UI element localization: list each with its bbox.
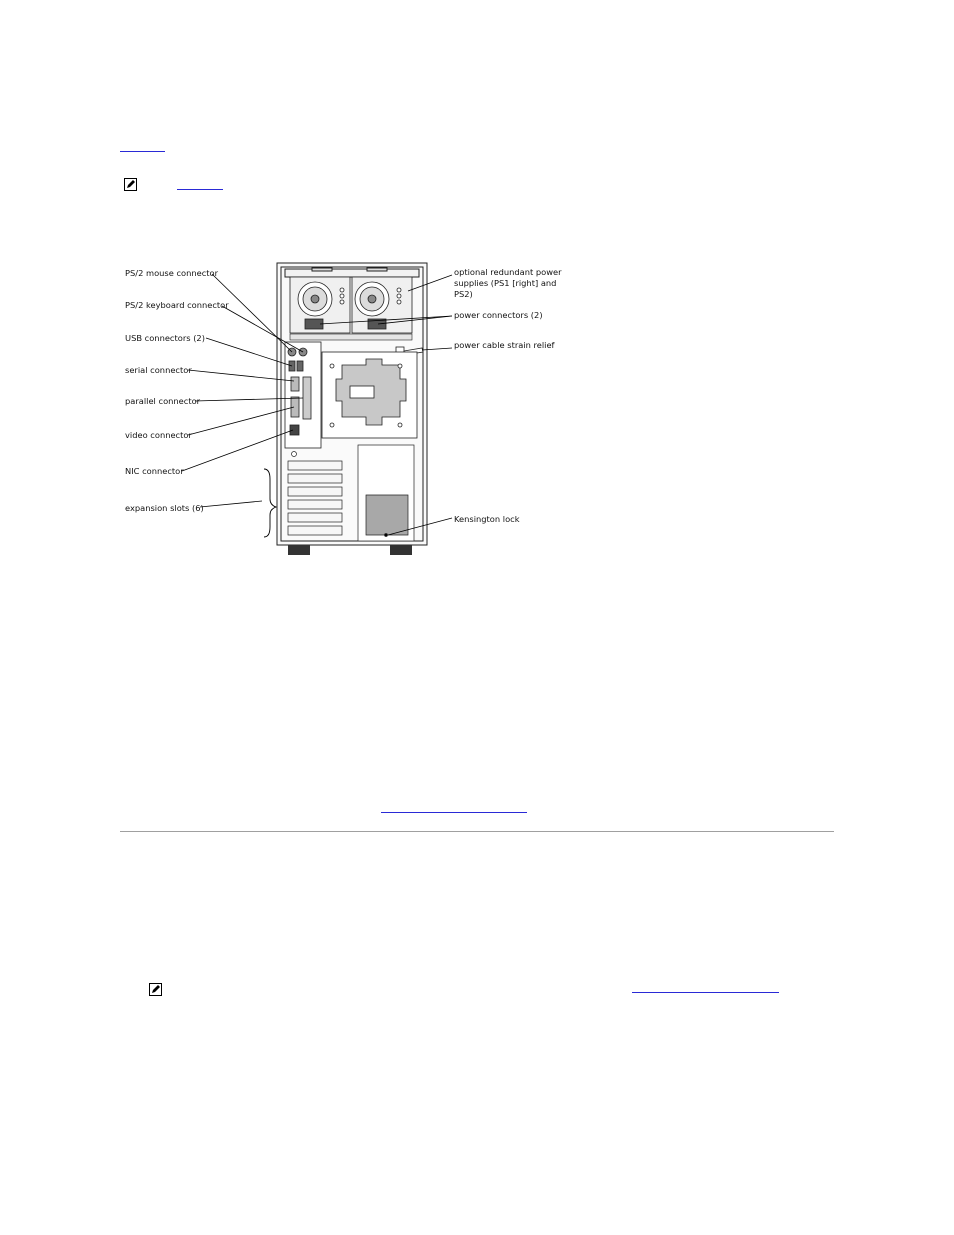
reference-link[interactable]	[381, 812, 527, 813]
label-video: video connector	[125, 430, 192, 440]
power-supply-ps1	[352, 277, 412, 333]
kensington-slot	[385, 534, 388, 537]
label-usb: USB connectors (2)	[125, 333, 205, 343]
video-port	[291, 397, 299, 417]
foot-right	[390, 545, 412, 555]
parallel-port	[303, 377, 311, 419]
label-serial: serial connector	[125, 365, 192, 375]
note-pencil-icon-2	[149, 983, 162, 996]
label-parallel: parallel connector	[125, 396, 201, 406]
power-supply-ps2	[290, 277, 350, 333]
kensington-panel	[358, 445, 414, 541]
label-power-connectors: power connectors (2)	[454, 310, 543, 320]
expansion-slots-brace	[264, 469, 276, 537]
label-expansion-slots: expansion slots (6)	[125, 503, 204, 513]
label-strain-relief: power cable strain relief	[454, 340, 555, 350]
nic-port	[290, 425, 299, 435]
note-pencil-icon	[124, 178, 137, 191]
label-psu-line1: optional redundant power	[454, 267, 562, 277]
io-panel	[285, 342, 321, 448]
label-nic: NIC connector	[125, 466, 184, 476]
label-psu-line2: supplies (PS1 [right] and	[454, 278, 557, 288]
label-ps2-keyboard: PS/2 keyboard connector	[125, 300, 229, 310]
note-reference-link[interactable]	[632, 992, 779, 993]
label-kensington: Kensington lock	[454, 514, 520, 524]
label-psu-line3: PS2)	[454, 289, 473, 299]
note-link[interactable]	[177, 189, 223, 190]
foot-left	[288, 545, 310, 555]
side-panel	[322, 352, 417, 438]
section-divider	[120, 831, 834, 832]
label-ps2-mouse: PS/2 mouse connector	[125, 268, 219, 278]
serial-port	[291, 377, 299, 391]
usb-port-2	[297, 361, 303, 371]
top-link[interactable]	[120, 151, 165, 152]
rear-panel-diagram	[110, 255, 570, 565]
